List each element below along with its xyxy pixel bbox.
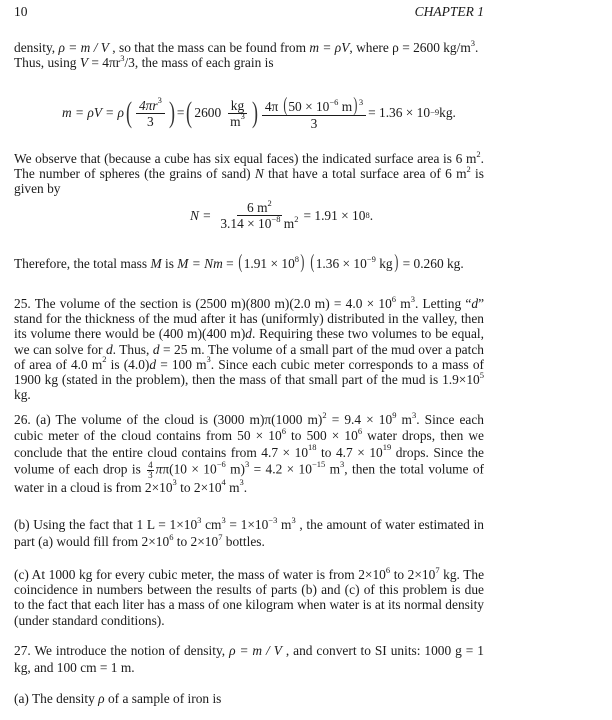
paragraph-surface-area: We observe that (because a cube has six equal faces) the indicated surface area is 6 $m^2$. The number of spheres (the grains of sand) N that have a total surface area of 6 $m^2$ is given by (14, 148, 484, 197)
problem-26a: 26. (a) The volume of the cloud is (3000 m)π(1000 $m)^2 = 9.4 \times 10^9$ $m^3$. Since each cubic meter of the cloud contains from $50 \times 10^6$ to $500 \times 10^6$ water drops, then we conclude that the entire cloud contains from $4.7 \times 10^{18}$ to $4.7 \times 10^{19}$ drops. Since the volume of each drop is $\frac{4}{3}$ $\pi\pi(10 \times 10^{-6}$ $m)^3 = 4.2 \times 10^{-15}$ $m^3$, then the total volume of water in a cloud is from $2\times 10^3$ to $2\times 10^4$ $m^3$. (14, 409, 485, 495)
problem-27a: (a) The density ρ of a sample of iron is (14, 691, 222, 706)
page-number: 10 (14, 4, 28, 19)
problem-26b: (b) Using the fact that 1 $L = 1\times 10^3$ $cm^3 = 1\times 10^{-3}$ $m^3$ , the amount of water estimated in part (a) would fill from $2\times 10^6$ to $2\times 10^7$ bottles. (14, 514, 484, 549)
paragraph-density-intro: density, ρ = m / V , so that the mass can be found from m = ρV, where ρ = 2600 $kg/m^3$. Thus, using $V = 4\pi r^3/3$, the mass of each grain is (14, 37, 479, 71)
problem-26c: (c) At 1000 kg for every cubic meter, the mass of water is from $2\times 10^6$ to $2\times 10^7$ kg. The coincidence in numbers between the results of parts (b) and (c) of this problem is due to the fact that each liter has a mass of one kilogram when water is at its normal density (under standard conditions). (14, 564, 485, 628)
equation-grain-mass: m = ρV = ρ ( $\frac{4\pi r^3}{3}$ ) = ( 2600 $\frac{kg}{m^3}$ ) $\frac{4\pi (50 \times 10^{-6} m)^3}{3}$ = 1.36 × 10 $^{-9}$ kg. (62, 94, 456, 131)
chapter-heading: CHAPTER 1 (414, 4, 484, 19)
problem-25: 25. The volume of the section is (2500 m)(800 m)(2.0 $m) = 4.0 \times 10^6$ $m^3$. Letting “d” stand for the thickness of the mud after it has (uniformly) distributed in the valley, then its volume there would be (400 m)(400 m)d. Requiring these two volumes to be equal, we can solve for d. Thus, d = 25 m. The volume of a small part of the mud over a patch of area of 4.0 $m^2$ is (4.0)d = 100 $m^3$. Since each cubic meter corresponds to a mass of 1900 kg (stated in the problem), then the mass of that small part of the mud is $1.9\times 10^5$ kg. (14, 293, 485, 403)
problem-27: 27. We introduce the notion of density, ρ = m / V , and convert to SI units: 1000 g = 1 kg, and 100 cm = 1 m. (14, 643, 484, 675)
equation-number-of-spheres: N = $\frac{6 m^2}{3.14 \times 10^{-8} m^2}$ = 1.91 × 10 $^8$ . (190, 197, 374, 231)
paragraph-total-mass: Therefore, the total mass M is $M = Nm = (1.91 \times 10^8)$ ($1.36 \times 10^{-9}$ kg) = 0.260 kg. (14, 251, 464, 273)
